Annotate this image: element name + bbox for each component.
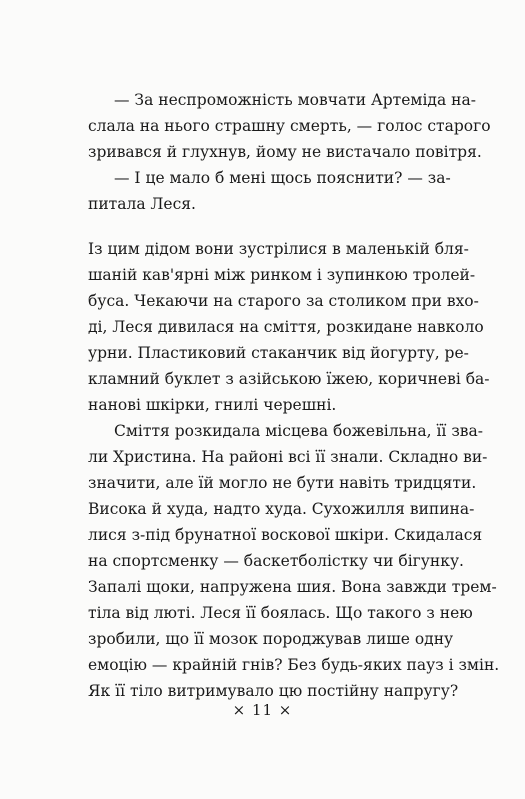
text-line: Як її тіло витримувало цю постійну напругу? [88,682,459,700]
text-line: — За неспроможність мовчати Артеміда на- [114,91,476,109]
text-line: шаній кав'ярні між ринком і зупинкою тролей- [88,266,476,284]
text-line: буса. Чекаючи на старого за столиком при вхо- [88,292,479,310]
text-line: — І це мало б мені щось пояснити? — за- [114,169,451,187]
text-line: тіла від люті. Леся її боялась. Що такого з нею [88,604,473,622]
text-line: Із цим дідом вони зустрілися в маленькій бля- [88,240,469,258]
text-line: Сміття розкидала місцева божевільна, її зва- [114,422,483,440]
text-line: ли Христина. На районі всі її знали. Складно ви- [88,448,488,466]
text-line: слала на нього страшну смерть, — голос старого [88,117,491,135]
text-line: Висока й худа, надто худа. Сухожилля випина- [88,500,475,518]
text-line: зробили, що її мозок породжував лише одну [88,630,454,648]
text-line: на спортсменку — баскетболістку чи бігунку. [88,552,464,570]
text-line: ді, Леся дивилася на сміття, розкидане навколо [88,318,484,336]
text-line: значити, але їй могло не бути навіть тридцяти. [88,474,477,492]
page-number: × 11 × [232,701,293,719]
text-line: урни. Пластиковий стаканчик від йогурту, ре- [88,344,469,362]
text-line: емоцію — крайній гнів? Без будь-яких пауз і змін. [88,656,500,674]
text-line: питала Леся. [88,195,196,213]
text-line: зривався й глухнув, йому не вистачало повітря. [88,143,482,161]
text-line: лися з-під брунатної воскової шкіри. Скидалася [88,526,483,544]
text-line: кламний буклет з азійською їжею, коричневі ба- [88,370,490,388]
text-line: нанові шкірки, гнилі черешні. [88,396,337,414]
text-line: Запалі щоки, напружена шия. Вона завжди трем- [88,578,497,596]
